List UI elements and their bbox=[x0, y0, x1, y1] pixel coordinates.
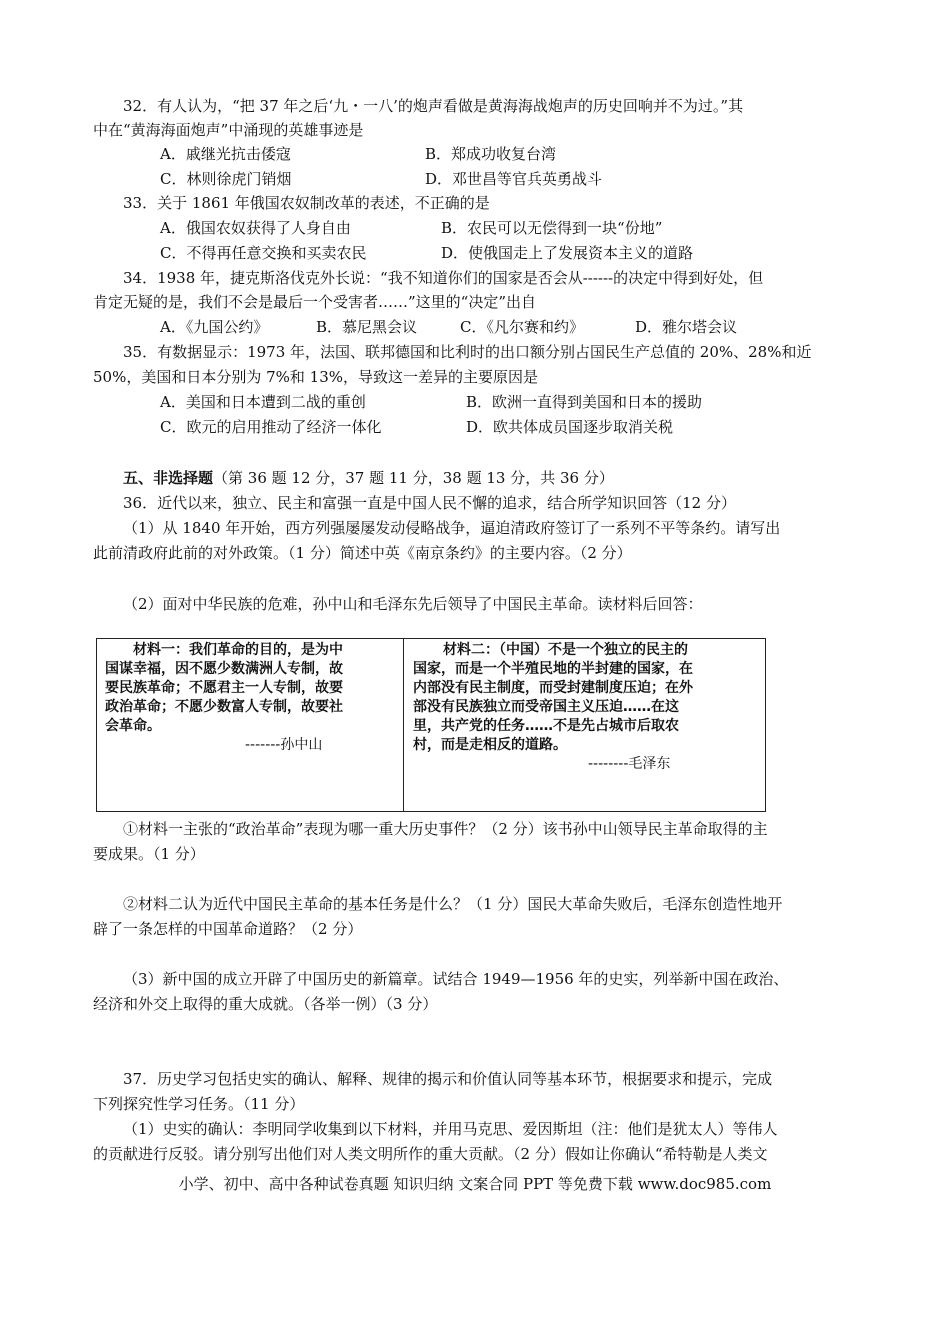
q36-sub2-line2: 辟了一条怎样的中国革命道路？（2 分） bbox=[93, 920, 363, 938]
section5-note: （第 36 题 12 分，37 题 11 分，38 题 13 分，共 36 分） bbox=[213, 469, 614, 487]
material2-line: 里，共产党的任务……不是先占城市后取农 bbox=[413, 718, 679, 734]
material1-line: 国谋幸福，因不愿少数满洲人专制，故 bbox=[105, 661, 343, 677]
q35-stem-line1: 35．有数据显示：1973 年，法国、联邦德国和比利时的出口额分别占国民生产总值的 20%、28%和近 bbox=[123, 343, 812, 361]
q35-option-c: C．欧元的启用推动了经济一体化 bbox=[160, 418, 382, 436]
materials-divider bbox=[403, 639, 404, 811]
q32-stem-line2: 中在“黄海海面炮声”中涌现的英雄事迹是 bbox=[93, 121, 364, 139]
q37-stem-line2: 下列探究性学习任务。（11 分） bbox=[93, 1095, 305, 1113]
material2-line: 国家，而是一个半殖民地的半封建的国家，在 bbox=[413, 661, 693, 677]
q34-option-a: A．《九国公约》 bbox=[160, 318, 269, 336]
q32-option-b: B．郑成功收复台湾 bbox=[425, 145, 557, 163]
q36-part3-line2: 经济和外交上取得的重大成就。（各举一例）（3 分） bbox=[93, 995, 438, 1013]
q36-part2: （2）面对中华民族的危难，孙中山和毛泽东先后领导了中国民主革命。读材料后回答： bbox=[123, 595, 703, 613]
material1-line: 要民族革命；不愿君主一人专制，故要 bbox=[105, 680, 343, 696]
material2-text bbox=[413, 641, 693, 774]
q36-stem: 36．近代以来，独立、民主和富强一直是中国人民不懈的追求，结合所学知识回答（12 分） bbox=[123, 494, 736, 512]
q36-sub1-line1: ①材料一主张的“政治革命”表现为哪一重大历史事件？（2 分）该书孙中山领导民主革命取得的主 bbox=[123, 820, 768, 838]
material1-line: 政治革命；不愿少数富人专制，故要社 bbox=[105, 699, 343, 715]
q34-option-b: B．慕尼黑会议 bbox=[316, 318, 418, 336]
q33-option-d: D．使俄国走上了发展资本主义的道路 bbox=[441, 244, 694, 262]
q36-sub1-line2: 要成果。（1 分） bbox=[93, 845, 205, 863]
q32-option-d: D．邓世昌等官兵英勇战斗 bbox=[425, 170, 603, 188]
q36-part1-line2: 此前清政府此前的对外政策。（1 分）简述中英《南京条约》的主要内容。（2 分） bbox=[93, 544, 632, 562]
q34-option-d: D．雅尔塔会议 bbox=[635, 318, 738, 336]
q32-option-c: C．林则徐虎门销烟 bbox=[160, 170, 292, 188]
material2-line: 内部没有民主制度，而受封建制度压迫；在外 bbox=[413, 680, 693, 696]
q34-option-c: C．《凡尔赛和约》 bbox=[460, 318, 584, 336]
material1-line: 材料一：我们革命的目的，是为中 bbox=[133, 642, 343, 658]
q32-stem-line1: 32．有人认为，“把 37 年之后‘九・一八’的炮声看做是黄海海战炮声的历史回响并不为过。”其 bbox=[123, 97, 744, 115]
q33-option-b: B．农民可以无偿得到一块“份地” bbox=[441, 219, 663, 237]
q36-part1-line1: （1）从 1840 年开始，西方列强屡屡发动侵略战争，逼迫清政府签订了一系列不平等条约。请写出 bbox=[123, 519, 781, 537]
material1-signature: -------孙中山 bbox=[245, 737, 323, 753]
page-footer: 小学、初中、高中各种试卷真题 知识归纳 文案合同 PPT 等免费下载 www.doc985.com bbox=[178, 1175, 772, 1193]
q35-option-d: D．欧共体成员国逐步取消关税 bbox=[466, 418, 674, 436]
q32-option-a: A．戚继光抗击倭寇 bbox=[160, 145, 291, 163]
q35-option-a: A．美国和日本遭到二战的重创 bbox=[160, 393, 366, 411]
section5-heading bbox=[123, 467, 614, 489]
q33-stem: 33．关于 1861 年俄国农奴制改革的表述，不正确的是 bbox=[123, 194, 490, 212]
section5-title: 五、非选择题 bbox=[123, 469, 214, 487]
q33-option-c: C．不得再任意交换和买卖农民 bbox=[160, 244, 367, 262]
q36-part3-line1: （3）新中国的成立开辟了中国历史的新篇章。试结合 1949—1956 年的史实，列举新中国在政治、 bbox=[123, 970, 789, 988]
q33-option-a: A．俄国农奴获得了人身自由 bbox=[160, 219, 351, 237]
q34-stem-line1: 34．1938 年，捷克斯洛伐克外长说：“我不知道你们的国家是否会从------的决定中得到好处，但 bbox=[123, 269, 764, 287]
material1-line: 会革命。 bbox=[105, 718, 161, 734]
q35-stem-line2: 50%，美国和日本分别为 7%和 13%，导致这一差异的主要原因是 bbox=[93, 368, 539, 386]
q37-stem-line1: 37．历史学习包括史实的确认、解释、规律的揭示和价值认同等基本环节，根据要求和提示，完成 bbox=[123, 1070, 773, 1088]
material2-line: 部没有民族独立而受帝国主义压迫……在这 bbox=[413, 699, 679, 715]
q37-part1-line2: 的贡献进行反驳。请分别写出他们对人类文明所作的重大贡献。（2 分）假如让你确认“希特勒是人类文 bbox=[93, 1145, 768, 1163]
material2-line: 材料二：（中国）不是一个独立的民主的 bbox=[443, 642, 688, 658]
material2-signature: --------毛泽东 bbox=[588, 756, 671, 772]
material2-line: 村，而是走相反的道路。 bbox=[413, 737, 567, 753]
q34-stem-line2: 肯定无疑的是，我们不会是最后一个受害者……”这里的“决定”出自 bbox=[93, 293, 537, 311]
q37-part1-line1: （1）史实的确认：李明同学收集到以下材料，并用马克思、爱因斯坦（注：他们是犹太人）等伟人 bbox=[123, 1120, 778, 1138]
material1-text bbox=[105, 641, 343, 755]
q35-option-b: B．欧洲一直得到美国和日本的援助 bbox=[466, 393, 703, 411]
q36-sub2-line1: ②材料二认为近代中国民主革命的基本任务是什么？（1 分）国民大革命失败后，毛泽东创造性地开 bbox=[123, 895, 783, 913]
